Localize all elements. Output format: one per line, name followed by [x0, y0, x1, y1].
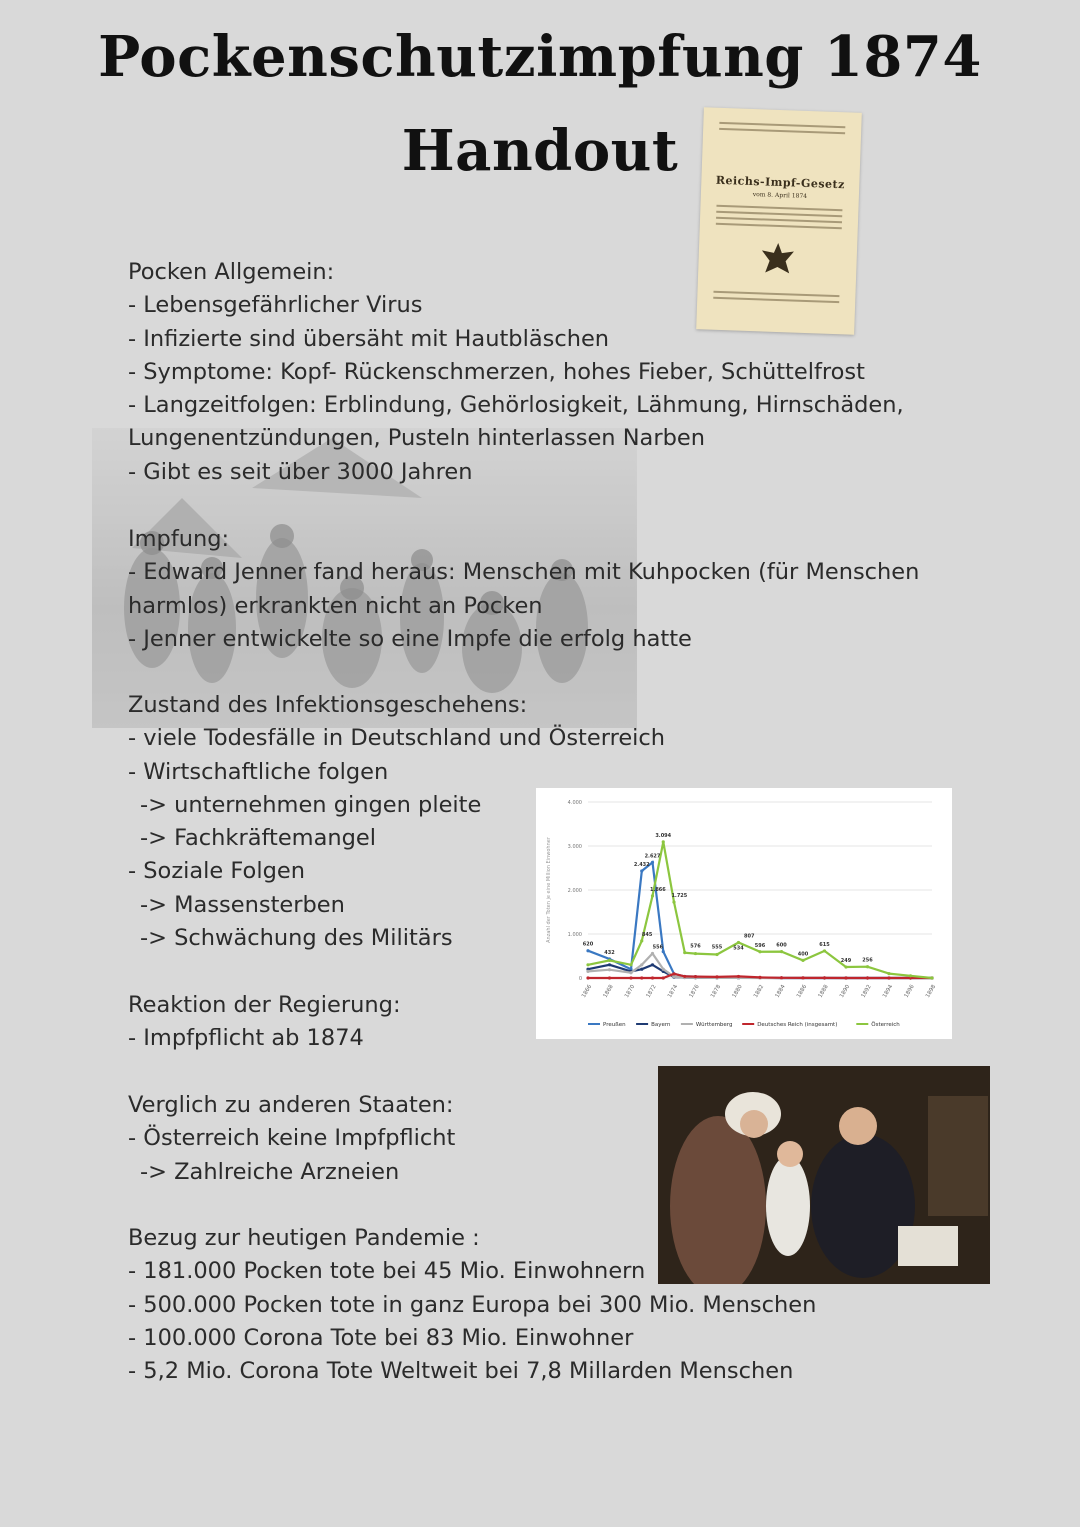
data-point: [694, 975, 697, 978]
data-label: 596: [754, 942, 766, 949]
list-item: - Österreich keine Impfpflicht: [128, 1125, 456, 1152]
x-tick-label: 1866: [581, 983, 594, 1000]
legend-label: Preußen: [603, 1022, 626, 1028]
data-point: [694, 952, 697, 955]
document-date: vom 8. April 1874: [752, 191, 808, 200]
data-point: [801, 959, 804, 962]
data-label: 556: [652, 944, 664, 951]
list-item: - Symptome: Kopf- Rückenschmerzen, hohes Fieber, Schüttelfrost: [128, 358, 865, 385]
x-tick-label: 1886: [796, 983, 809, 1000]
data-point: [866, 965, 869, 968]
y-axis-label: Anzahl der Toten je eine Million Einwohner: [546, 837, 552, 943]
list-item: Lungenentzündungen, Pusteln hinterlassen Narben: [128, 425, 705, 452]
data-label: 615: [819, 941, 830, 948]
data-point: [683, 975, 686, 978]
data-label: 3.094: [655, 832, 672, 839]
data-point: [662, 840, 665, 843]
list-item: - 100.000 Corona Tote bei 83 Mio. Einwohner: [128, 1324, 634, 1351]
data-point: [737, 975, 740, 978]
list-item: - Impfpflicht ab 1874: [128, 1025, 364, 1052]
data-point: [586, 949, 589, 952]
data-point: [844, 965, 847, 968]
data-point: [586, 963, 589, 966]
data-label: 600: [776, 942, 787, 949]
data-point: [715, 975, 718, 978]
data-point: [823, 949, 826, 952]
x-tick-label: 1870: [624, 983, 637, 1000]
data-label: 2.432: [633, 861, 650, 868]
data-point: [780, 950, 783, 953]
data-point: [651, 963, 654, 966]
data-label: 807: [744, 933, 755, 940]
data-label: 256: [862, 957, 873, 964]
x-tick-label: 1880: [731, 983, 744, 1000]
x-tick-label: 1868: [602, 983, 615, 1000]
list-item: - Wirtschaftliche folgen: [128, 758, 389, 785]
x-tick-label: 1898: [925, 983, 938, 1000]
data-point: [887, 976, 890, 979]
data-point: [608, 968, 611, 971]
chart-svg: [536, 788, 952, 1039]
data-point: [672, 972, 675, 975]
data-point: [651, 976, 654, 979]
data-point: [844, 976, 847, 979]
data-point: [640, 963, 643, 966]
data-point: [640, 968, 643, 971]
data-point: [758, 976, 761, 979]
data-point: [737, 941, 740, 944]
data-point: [608, 959, 611, 962]
x-tick-label: 1882: [753, 983, 766, 1000]
list-item: -> Schwächung des Militärs: [140, 925, 453, 952]
list-item: - Soziale Folgen: [128, 858, 305, 885]
y-tick-label: 1.000: [567, 932, 582, 938]
data-point: [640, 976, 643, 979]
data-label: 249: [840, 958, 852, 965]
data-label: 845: [641, 931, 653, 938]
series-line: [588, 862, 932, 978]
smallpox-deaths-chart: [536, 788, 952, 1039]
data-label: 1.725: [671, 893, 688, 900]
data-label: 620: [582, 941, 594, 948]
data-point: [629, 963, 632, 966]
list-item: - 500.000 Pocken tote in ganz Europa bei 300 Mio. Menschen: [128, 1291, 817, 1318]
x-tick-label: 1878: [710, 983, 723, 1000]
data-point: [887, 972, 890, 975]
data-point: [651, 952, 654, 955]
y-tick-label: 2.000: [567, 888, 582, 894]
data-point: [672, 975, 675, 978]
data-point: [780, 976, 783, 979]
x-tick-label: 1890: [839, 983, 852, 1000]
data-point: [651, 861, 654, 864]
list-item: - 5,2 Mio. Corona Tote Weltweit bei 7,8 Millarden Menschen: [128, 1358, 794, 1385]
data-point: [801, 976, 804, 979]
section-heading: Bezug zur heutigen Pandemie :: [128, 1225, 480, 1251]
list-item: - Edward Jenner fand heraus: Menschen mit Kuhpocken (für Menschen: [128, 559, 920, 586]
list-item: - Lebensgefährlicher Virus: [128, 292, 423, 319]
section-heading: Impfung:: [128, 526, 230, 552]
data-point: [640, 869, 643, 872]
page-title: Pockenschutzimpfung 1874: [98, 24, 982, 90]
data-point: [629, 971, 632, 974]
x-tick-label: 1884: [774, 983, 787, 1000]
section-reaktion-regierung: [128, 989, 401, 1056]
list-item: harmlos) erkrankten nicht an Pocken: [128, 592, 543, 619]
legend-label: Württemberg: [695, 1022, 733, 1028]
list-item: - Gibt es seit über 3000 Jahren: [128, 458, 473, 485]
data-point: [640, 939, 643, 942]
data-point: [909, 974, 912, 977]
x-tick-label: 1876: [688, 983, 701, 1000]
list-item: - Jenner entwickelte so eine Impfe die erfolg hatte: [128, 625, 692, 652]
list-item: - viele Todesfälle in Deutschland und Österreich: [128, 725, 666, 752]
data-label: 534: [733, 945, 744, 952]
data-label: 400: [797, 951, 809, 958]
y-tick-label: 4.000: [567, 800, 582, 806]
section-heading: Zustand des Infektionsgeschehens:: [128, 692, 528, 718]
x-tick-label: 1892: [860, 983, 873, 1000]
data-point: [662, 968, 665, 971]
section-pocken-allgemein: [128, 256, 904, 489]
data-point: [758, 950, 761, 953]
data-label: 432: [604, 949, 615, 956]
list-item: -> Massensterben: [140, 891, 345, 918]
data-point: [866, 976, 869, 979]
jenner-vaccination-painting: [658, 1066, 990, 1284]
page-subtitle: Handout: [401, 118, 679, 184]
list-item: - Langzeitfolgen: Erblindung, Gehörlosigkeit, Lähmung, Hirnschäden,: [128, 392, 904, 419]
data-label: 555: [711, 944, 723, 951]
y-tick-label: 3.000: [567, 844, 582, 850]
data-point: [823, 976, 826, 979]
data-point: [672, 901, 675, 904]
document-heading: Reichs-Impf-Gesetz: [715, 173, 846, 192]
data-point: [683, 951, 686, 954]
x-tick-label: 1888: [817, 983, 830, 1000]
data-point: [930, 976, 933, 979]
section-heading: Pocken Allgemein:: [128, 259, 335, 285]
x-tick-label: 1872: [645, 983, 658, 1000]
y-tick-label: 0: [578, 976, 582, 982]
x-tick-label: 1894: [882, 983, 895, 1000]
data-label: 576: [690, 943, 701, 950]
data-point: [586, 970, 589, 973]
series-line: [588, 954, 932, 979]
list-item: -> unternehmen gingen pleite: [140, 791, 482, 818]
data-point: [629, 976, 632, 979]
legend-label: Deutsches Reich (insgesamt): [757, 1022, 838, 1028]
list-item: -> Zahlreiche Arzneien: [140, 1158, 400, 1185]
section-heading: Verglich zu anderen Staaten:: [128, 1092, 454, 1118]
section-heading: Reaktion der Regierung:: [128, 992, 401, 1018]
data-label: 1.866: [649, 886, 666, 893]
legend-label: Bayern: [651, 1022, 671, 1028]
list-item: - Infizierte sind übersäht mit Hautbläschen: [128, 325, 610, 352]
data-point: [715, 953, 718, 956]
section-vergleich-staaten: [128, 1089, 455, 1189]
x-tick-label: 1874: [667, 983, 680, 1000]
section-impfung: [128, 523, 919, 656]
x-tick-label: 1896: [903, 983, 916, 1000]
data-label: 2.627: [644, 853, 661, 860]
list-item: - 181.000 Pocken tote bei 45 Mio. Einwohnern: [128, 1258, 646, 1285]
data-point: [608, 963, 611, 966]
data-point: [651, 894, 654, 897]
data-point: [586, 976, 589, 979]
legend-label: Österreich: [871, 1022, 900, 1028]
data-point: [662, 976, 665, 979]
data-point: [608, 976, 611, 979]
list-item: -> Fachkräftemangel: [140, 825, 377, 852]
